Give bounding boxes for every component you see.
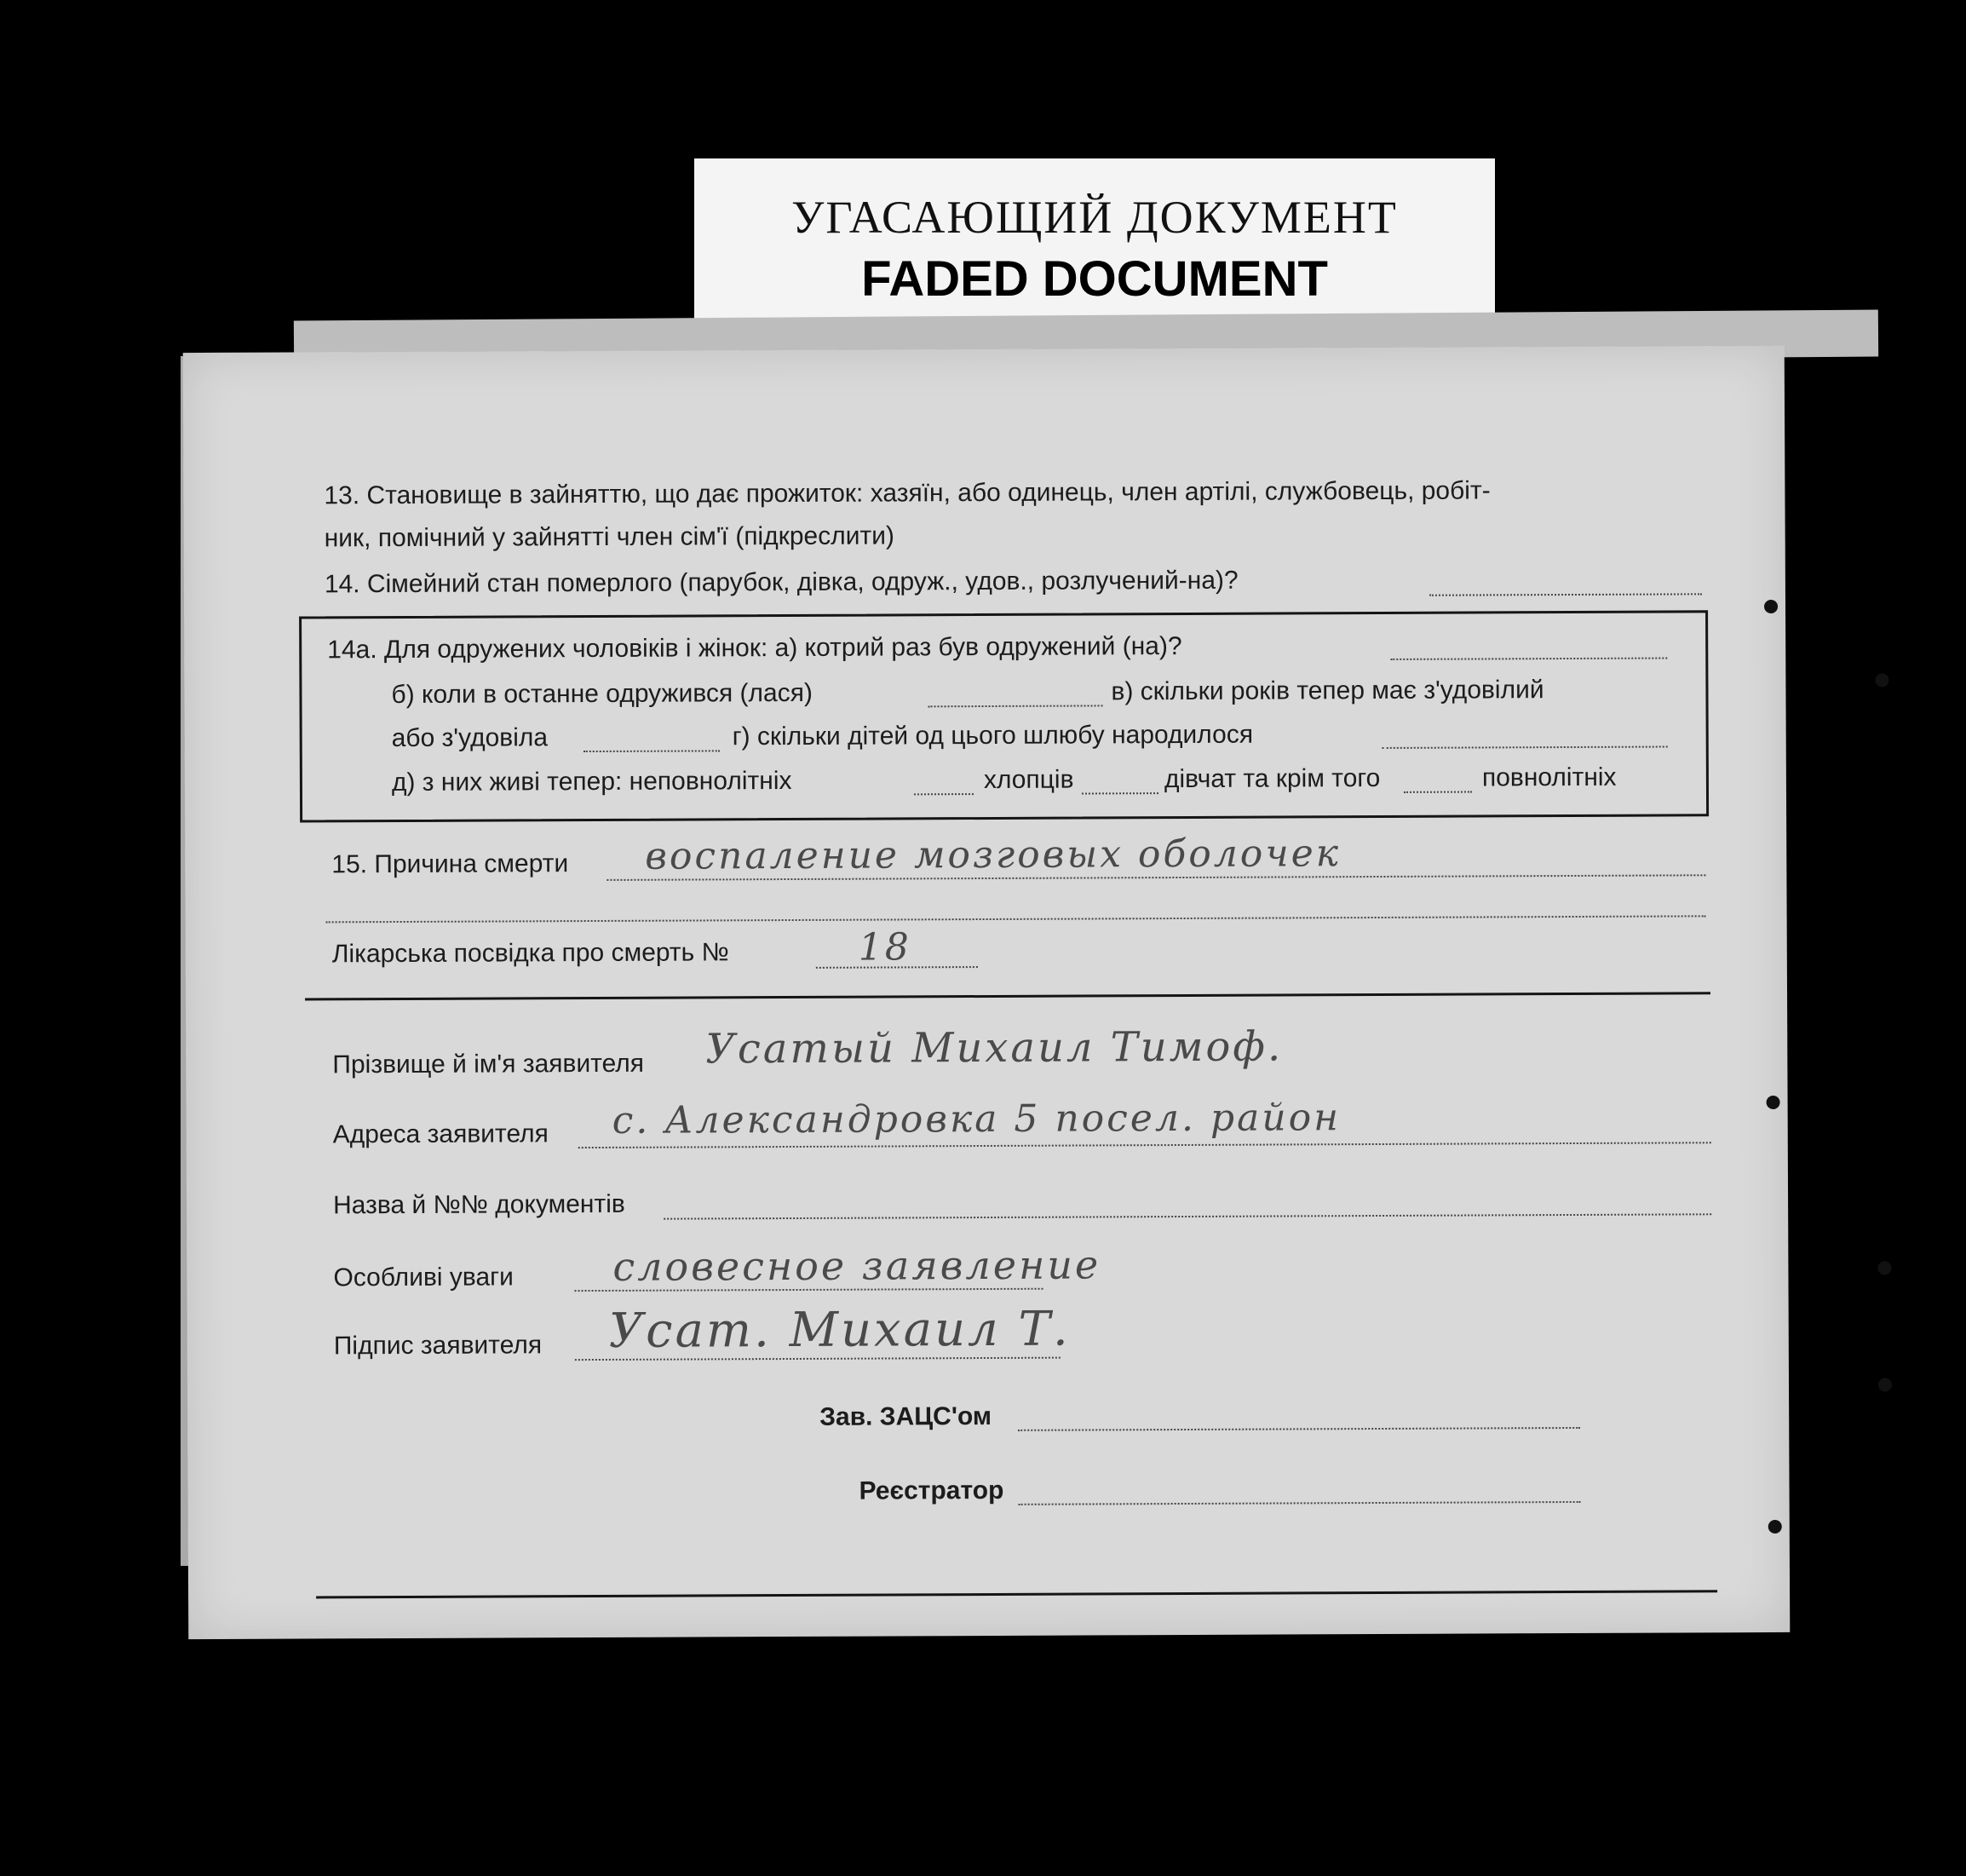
item-14a-fill-a bbox=[1390, 658, 1667, 660]
item-14a-fill-widow bbox=[583, 750, 720, 752]
applicant-address-label: Адреса заявителя bbox=[332, 1119, 549, 1149]
certificate-label: Лікарська посвідка про смерть № bbox=[331, 938, 729, 969]
item-15-cause-handwritten: воспаление мозговых оболочек bbox=[645, 832, 1342, 878]
item-14a-line-2a: б) коли в останне одружився (лася) bbox=[391, 678, 813, 710]
item-14a-line-4c: дівчат та крім того bbox=[1164, 763, 1381, 794]
item-14a-box bbox=[299, 610, 1709, 822]
binding-hole bbox=[1878, 1378, 1892, 1391]
applicant-name-handwritten: Усатый Михаил Тимоф. bbox=[705, 1022, 1284, 1073]
special-notes-label: Особливі уваги bbox=[333, 1263, 514, 1292]
zags-head-label: Зав. ЗАЦС'ом bbox=[819, 1401, 992, 1431]
binding-hole bbox=[1875, 673, 1888, 687]
item-14a-fill-boys bbox=[1082, 792, 1158, 794]
signature-label: Підпис заявителя bbox=[333, 1331, 543, 1361]
zags-head-fill-line bbox=[1018, 1427, 1580, 1431]
item-14a-line-4b: хлопців bbox=[983, 765, 1074, 795]
binding-hole bbox=[1768, 1520, 1782, 1534]
documents-fill-line bbox=[664, 1213, 1711, 1219]
certificate-number-handwritten: 18 bbox=[858, 925, 911, 970]
item-13-line-2: ник, помічний у зайнятті член сім'ї (підкреслити) bbox=[324, 521, 895, 553]
item-15-fill-line-2 bbox=[326, 915, 1706, 923]
item-14-fill-line bbox=[1429, 593, 1702, 596]
label-english: FADED DOCUMENT bbox=[861, 251, 1328, 307]
label-russian: УГАСАЮЩИЙ ДОКУМЕНТ bbox=[791, 192, 1398, 243]
item-14-marital-status: 14. Сімейний стан померлого (парубок, дівка, одруж., удов., розлучений-на)? bbox=[324, 566, 1239, 599]
applicant-name-label: Прізвище й ім'я заявителя bbox=[332, 1049, 645, 1079]
item-14a-line-3a: або з'удовіла bbox=[391, 723, 549, 753]
address-fill-line bbox=[578, 1142, 1711, 1148]
death-record-form bbox=[183, 346, 1791, 1639]
applicant-signature: Усат. Михаил Т. bbox=[608, 1301, 1071, 1359]
section-divider-top bbox=[305, 992, 1710, 1000]
item-14a-fill-children bbox=[1383, 746, 1668, 749]
item-14a-line-4a: д) з них живі тепер: неповнолітніх bbox=[391, 766, 792, 797]
archival-faded-label bbox=[694, 158, 1495, 329]
item-14a-fill-minors bbox=[914, 793, 974, 795]
special-notes-handwritten: словесное заявление bbox=[612, 1241, 1101, 1290]
item-13-line-1: 13. Становище в зайняттю, що дає прожиток: хазяїн, або одинець, член артілі, службовець, робіт- bbox=[324, 476, 1491, 510]
bottom-rule bbox=[316, 1590, 1717, 1598]
registrar-label: Реєстратор bbox=[859, 1476, 1004, 1505]
binding-hole bbox=[1764, 600, 1778, 613]
registrar-fill-line bbox=[1019, 1501, 1581, 1505]
item-15-cause-label: 15. Причина смерти bbox=[331, 849, 569, 879]
item-14a-line-4d: повнолітніх bbox=[1481, 762, 1617, 792]
binding-hole bbox=[1877, 1261, 1891, 1275]
documents-label: Назва й №№ документів bbox=[333, 1189, 625, 1220]
binding-hole bbox=[1767, 1096, 1780, 1109]
item-14a-line-3b: г) скільки дітей од цього шлюбу народилося bbox=[732, 720, 1254, 751]
applicant-address-handwritten: с. Александровка 5 посел. район bbox=[612, 1096, 1342, 1142]
item-14a-fill-b bbox=[928, 705, 1103, 707]
item-14a-fill-girls bbox=[1404, 791, 1472, 793]
item-14a-line-1: 14а. Для одружених чоловіків і жінок: а) котрий раз був одружений (на)? bbox=[327, 631, 1182, 665]
item-14a-line-2b: в) скільки років тепер має з'удовілий bbox=[1111, 676, 1544, 706]
